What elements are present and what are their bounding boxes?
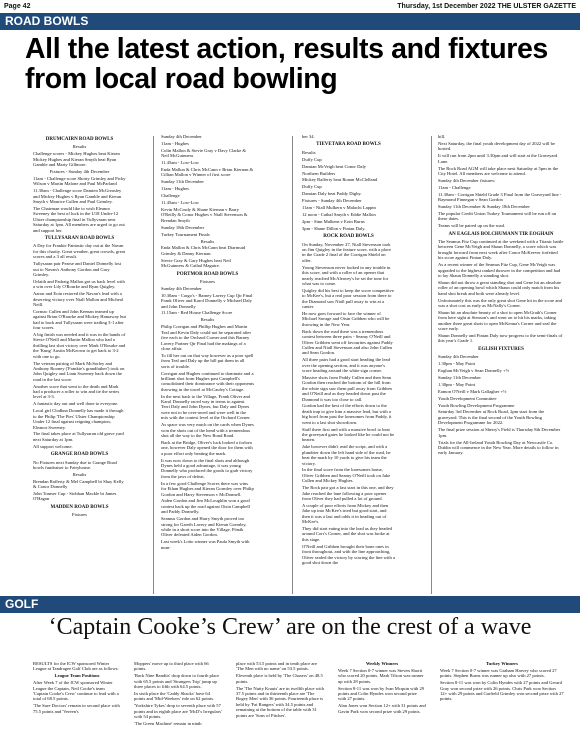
paragraph: To fill her out on that way however as a poor spell from Teal and Daly up the hill put them in all sorts of trouble.	[161, 352, 254, 369]
paragraph: Aaron and Eoin restored the Navan's lead with a deserving victory over Niall Mallon and Micheal Neill.	[33, 291, 124, 307]
column-rule	[431, 136, 432, 594]
paragraph: Unfortunately this was the only great shot Gene hit in the score and was a shot cost as early as McNally's Corner.	[438, 297, 562, 308]
paragraph: Challenge scores - Mickey Hughes beat Kieran Mickey Hughes and Kieran Smyth beat Ryan Gamble and Marty Gillmore.	[33, 151, 120, 168]
paragraph: 'Yorkshire Tykes' drop to seventh place with 57 points and in eighth place are 'McD's Irregulars' with 54 points.	[134, 703, 222, 720]
paragraph: After Week 7 of the ICW sponsored Winter League the Captain, Neil Cooke's team 'Captain Cooke's Crew' continue to lead with a total of 68.5 points.	[33, 680, 119, 702]
paragraph: The final takes place at Tullysaran old grave yard next Saturday at 1pm.	[33, 431, 124, 442]
paragraph: In the final score from the lonesomes home, Oliver Gribben and Seamy O'Neill took on Jake Cullen and Mickey Hughes.	[302, 467, 391, 484]
paragraph: Sunday 11th December	[438, 374, 481, 380]
paragraph: Fixtures - Sunday 4th December	[49, 169, 110, 175]
paragraph: Next Saturday, the final youth development day of 2022 will be hosted.	[438, 140, 555, 152]
paragraph: Last week's Lotto winner was Paula Smyth with num-	[161, 539, 250, 550]
paragraph: The Rock Road AGM will take place next Saturday at 5pm in the City Hotel. All members are welcome to attend.	[438, 165, 559, 176]
golf-columns	[0, 661, 580, 735]
paragraph: On Sunday, November 27, Niall Stevenson took on Jim Quigley in the feature score, with a place in the Grade 2 final of the Corrigan Shield on offer.	[302, 241, 392, 263]
paragraph: Back down the road there was a tremendous contest between three pairs - Seamy O'Neill and Oliver Gribben went off favourites against Paddy Cullen and Niall Stevenson and also John Cullen and Sean Gordon.	[302, 328, 393, 356]
paragraph: Damian McVeigh beat Conor Daly	[302, 163, 367, 169]
paragraph: ber 34.	[302, 134, 315, 139]
paragraph: Eoghan McVeigh v Sean Donnelly +½	[438, 368, 509, 374]
paragraph: Sunday 4th December	[438, 354, 479, 360]
paragraph: 'The Green Machine' remain in ninth	[134, 721, 202, 727]
paragraph: Massive shots from Paddy Cullen and then Sean Gordon then reached the bottom of the hill from the white sign saw them pull away from Gribben and O'Neill and as they headed down past the Diamond it was too close to call.	[302, 374, 392, 402]
golf-headline: ‘Captain Cooke’s Crew’ are on the crest of a wave	[48, 614, 532, 640]
paragraph: All three pairs had a good start heading the lead over the opening section, and it was anyone's score heading around the white sign corner.	[302, 357, 390, 374]
paragraph: In sixth place the 'Caddy Shacks' have 64 points and 'Mid-Weekers' ride on 62 points.	[134, 691, 215, 702]
paragraph: Fixtures - Sunday 4th December	[302, 198, 362, 204]
paragraph: They did start eating into the lead as they headed around Corr's Corner, and the shot was broke at this stage.	[302, 526, 392, 542]
paragraph: Sunday 18th December	[161, 224, 205, 230]
paragraph: Results	[200, 238, 215, 244]
column-rule	[292, 136, 293, 594]
paragraph: 11.15am - Red House Challenge Score	[161, 310, 233, 316]
section-heading: TIEVETARA ROAD BOWLS	[316, 142, 381, 148]
section-title-golf: GOLF	[5, 597, 39, 611]
paragraph: Damian Daly beat Paddy Digby.	[302, 191, 362, 197]
paragraph: Quigley did his best to keep the score competitive to McKee's, but a real poor session from there to the Diamond saw Niall pull away to win at a canter.	[302, 287, 394, 310]
paragraph: Duffy Cup	[302, 156, 322, 162]
paragraph: Sunday 11th December	[161, 179, 204, 185]
issue-date: Thursday, 1st December 2022 THE ULSTER GAZETTE	[397, 3, 576, 10]
paragraph: 11am - Challenge score Shorty Grimley and Picky Wilson v Martin Malone and Paul McParland	[33, 175, 126, 187]
paragraph: 11.45am - Low-Low	[161, 160, 199, 166]
paragraph: place with 53.5 points and in tenth place are 'The Men with no name' on 53.5 points.	[236, 661, 318, 672]
paragraph: He now goes forward to face the winner of Michael Savage and Oisin Gribben who will be throwing in the New Year.	[302, 310, 390, 327]
paragraph: Challenge	[161, 193, 180, 199]
paragraph: Results	[200, 317, 215, 323]
paragraph: Shaun hit an absolute beauty of a shot to open McGrath's Corner from here sight at Stenson's and went on to hit his marks, taking another three great shots to open McKenna's Corner and seal the score early.	[438, 309, 557, 332]
paragraph: Results	[72, 471, 87, 477]
paragraph: In a few good Challenge Scores there was wins for Ethan Hughes and Kieran Gormley over Philip Gordon and Harry Stevenson v McDonnell.	[161, 480, 254, 497]
paragraph: John Transer Cup - Siobhan Mackle bt James O'Hagan	[33, 491, 117, 502]
paragraph: A Day for Frankie Fantastic day out at the Navan for this charity. Great weather, great crowds, great scores and a 3 all result.	[33, 243, 126, 260]
paragraph: 11.45am - Low-Low	[161, 200, 199, 206]
article-column-4	[438, 134, 564, 597]
paragraph: Enda Mallon & Chris McCann beat Diarmuid Grimley & Danny Kiernan.	[161, 245, 246, 256]
paragraph: Orlaith and Padraig Mallon got us back level with a win over Lily O'Rourke and Ryan Quigley.	[33, 278, 125, 290]
headline: All the latest action, results and fixtures from local road bowling	[25, 33, 548, 95]
paragraph: The popular Credit Union Turkey Tournament will be run off on these dates.	[438, 210, 557, 222]
paragraph: It was now down to the final shots and although Dynes held a good advantage, it was young Donnelly who produced the goods to grab victory from the jaws of defeat.	[161, 457, 253, 479]
paragraph: Week 7 Section 0-7 winner was Steven Shortt who scored 20 points. Mark Tilson was runner up with 28 points.	[338, 667, 424, 684]
paragraph: Local girl Clodhna Donnelly has made it through to the Philip 'The Pies' Ulster Championship Under 12 final against reigning champion, Eleanor Sweeney.	[33, 408, 124, 430]
paragraph: A fantastic day out and well done to everyone.	[33, 401, 119, 407]
paragraph: 12 noon - Cathal Smyth v Eddie Mallon	[302, 211, 376, 217]
paragraph: Tullysaran pair Pearse and Daniel Donnelly lost out to Navan's Anthony Gordon and Gary Grimley.	[33, 261, 122, 277]
golf-column-5	[440, 661, 564, 735]
section-heading: ROCK ROAD BOWLS	[323, 234, 374, 240]
paragraph: A couple of poor efforts from Mickey and then Jake up into McKee's tried but good start, and then it was a last and odds it in heading out of McKee's.	[302, 502, 389, 525]
paragraph: In the next back to the Village, Frank Oliver and Karol Donnelly raced way in terms to against Terri Daly and John Dynes, but Daly and Dynes were not to be over-awed and were well in the mix with the contest level at the Orchard Corner.	[161, 393, 251, 421]
article-column-2	[161, 134, 254, 597]
paragraph: 11am - Hughes	[161, 140, 189, 146]
column-rule	[153, 136, 154, 594]
paragraph: Aiden Gordon and Jim McLoughlin won a good contest back up the road against Oisin Campbell and Paddy Donnelly.	[161, 498, 250, 515]
paragraph: Sunday 4th December fixtures:	[438, 177, 496, 183]
paragraph: 11am - Niall Mulkern v Malachi Lappin	[302, 205, 376, 211]
paragraph: 11.30am - Corrigan Shield Grade 3 Final from the Graveyard line - Raymond Finnegan v Sean Gordon	[438, 191, 562, 203]
paragraph: Enda Mallon & Chris McCann v Brian Kiernan & Cillian Mallon v Winner of first score	[161, 167, 254, 178]
paragraph: Jake however didn't read the script, and with a plundrier down the left hand side of the road, he beat the mark by 10 yards to give his team the victory.	[302, 444, 391, 466]
paragraph: Section 8-11 was won by Colin Hyndes with 27 points and Gerard Gray won second prize with 26 points. Chris Park won Section 12+ with 29 points and Garfield Grimley won second prize with 27 points.	[440, 680, 564, 702]
paragraph: Brendan Rafferty & Mel Campbell bt Shay Kelly & Conor Donnelly	[33, 478, 124, 490]
paragraph: Seamus Gordon and Harry Smyth proved too strong for Gareth Lavery and Kieran Gormley, while in a short score into the Village, Pónák Oliver defeated Aiden Gordon.	[161, 516, 247, 538]
paragraph: As space was very much on the cards when Dynes won the shots out of the bend with a tremendous shot all the way to the New Bond Road.	[161, 422, 254, 438]
paragraph: No Fixtures next Sunday due to Grange Road bowls fundraiser to Fairyhouse.	[33, 459, 117, 470]
paragraph: hill.	[438, 134, 446, 139]
paragraph: The final prize session at Sherry's Field is Thursday 8th December 1pm.	[438, 427, 561, 438]
paragraph: Gordon had the best of the efforts down to the death trap to give him a massive lead, but with a big bowl from past the lonesomes from Paddy, it went to a last shot showdown.	[302, 403, 392, 425]
paragraph: 3pm - Shane Dillon v Fintan Daly.	[302, 225, 366, 231]
article-column-1	[33, 134, 126, 597]
paragraph: Results	[72, 144, 87, 150]
paragraph: Section 8-11 was won by Ivan Mcquin with 29 points and Colin Hyndes won second prize with 27 points.	[338, 685, 425, 702]
paragraph: Results	[302, 149, 316, 155]
paragraph: Fixtures	[199, 278, 216, 284]
section-bar-golf	[0, 596, 580, 613]
paragraph: As a recent winner of the Seamus Fitz Cup, Gene McVeigh was upgraded to the highest ranked thrower in the competition and had to lay Shaun Donnelly a standing shot.	[438, 262, 561, 278]
paragraph: Eamon O'Neill v Mark Gallagher +½	[438, 388, 507, 394]
section-heading: League Team Positions	[54, 673, 100, 679]
section-heading: GRANGE ROAD BOWLS	[50, 452, 109, 458]
paragraph: RESULTS for the ICW sponsored Winter League at Tandragee Golf Club are as follows:	[33, 661, 119, 672]
section-heading: EGLISH FIXTURES	[478, 346, 524, 352]
paragraph: The veteran pairing of Mark McSorley and Anthony Rooney ('Frankie's grandfather') took on John Quigley and Liam Sweeney back down the road in the last score.	[33, 360, 125, 382]
paragraph: 2pm - Sinn Mulkern v Eoin Burns	[302, 218, 365, 224]
paragraph: The 'The Nutty Krauts' are in twelfth place with 37.5 points and in thirteenth place are 'The Bogey Men' with 36 points. Fourteenth place is held by 'Fat Rangers' with 34.5 points and remaining at the bottom of the table with 31 points are 'Sons of Pitches'.	[236, 685, 324, 718]
paragraph: All support welcome.	[33, 443, 73, 449]
paragraph: 11am - Hughes	[161, 186, 189, 192]
paragraph: 1.30pm - May Point	[438, 381, 476, 387]
paragraph: Kevin McCrudy & Shane Kiernan v Barry O'Reilly & Conor Hughes v Niall Stevenson & Brendan Smyth	[161, 206, 248, 223]
article-column-3	[302, 134, 395, 597]
paragraph: Saturday 3rd December at Rock Road, 2pm start from the graveyard. This is the final second of the Youth Bowling Development Programme for 2022.	[438, 409, 545, 426]
paragraph: Youth Bowling Development Programme	[438, 402, 515, 408]
paragraph: Philip Corrigan and Phillip Hughes and Martin Teal and Kevin Daly could not be separated after five each to the Orchard Corner and this Barney Lavery Partner Qtr Final had the makings of a close affair.	[161, 324, 251, 351]
paragraph: A big finish was needed and it was in the hands of Stevie O'Neill and Martin Mallon who had a thrilling last shot victory over Mark O'Rourke and the 'Kung' Austin McKeown to get back to 3-2 with one to go.	[33, 332, 126, 359]
golf-column-4	[338, 661, 426, 735]
paragraph: 'The Sure Doctors' remain in second place with 75.5 points and 'Vereen's	[33, 703, 120, 714]
golf-column-2	[134, 661, 222, 735]
section-title-road-bowls: ROAD BOWLS	[5, 14, 89, 28]
paragraph: Teams will be paired up on the road.	[438, 223, 506, 229]
paragraph: The Chairman would like to wish Eleanor Sweeney the best of luck in the U18 Under-12 Ulster championship final in Tullyvaran next Saturday at 1pm. All members are urged to go out and support her.	[33, 205, 125, 233]
paragraph: The Rock pair got a fast start in this one, and they Jake reached the lane following a poor opener from Oliver they had pulled a lot of ground.	[302, 485, 394, 501]
paragraph: Trials for the All-Ireland Youth Bowling Day at Newcastle Co. Dublin will commence in the New Year. More details to follow in early January.	[438, 439, 559, 456]
paragraph: Mickey Rafferty beat Ronan McClelland	[302, 177, 378, 183]
masthead	[0, 0, 580, 13]
article-columns	[0, 134, 580, 597]
page-number: Page 42	[4, 3, 31, 10]
paragraph: Northern Builders	[302, 170, 336, 176]
paragraph: Staff there first and with a massive bowl to beat the graveyard gates he looked like he could not be beaten.	[302, 426, 395, 443]
paragraph: 11.30am - Challenge score Damien McGreasley and Mickey Hughes v Ryan Gamble and Kieran Smyth v Maurice Cullen and Paul Grimley.	[33, 188, 122, 205]
paragraph: Eleventh place is held by 'The Chasers' on 48.5 points.	[236, 673, 323, 684]
golf-column-1	[33, 661, 121, 735]
section-bar-road-bowls	[0, 13, 580, 30]
paragraph: Duffy Cup	[302, 184, 322, 190]
section-heading: TULLYSARAN ROAD BOWLS	[44, 236, 115, 241]
paragraph: 'Back Nine Bandits' drop down to fourth place with 65.5 points and 'Strangers Trip' jump up three places to fifth with 64.5 points.	[134, 673, 220, 690]
paragraph: Fixtures	[71, 512, 88, 518]
section-heading: Turkey Winners	[486, 661, 518, 666]
paragraph: Sunday 4th December	[161, 285, 202, 291]
section-heading: AN EAGLAIS BOLCHUMANN TIR EOGHAIN	[448, 231, 554, 237]
paragraph: Sunday 4th December	[161, 134, 202, 139]
paragraph: Young Stevenson never looked in any trouble in this score, and with a roller of an opener that nearly reached McAleavey's he set the tone for what was to come.	[302, 264, 391, 286]
golf-column-3	[236, 661, 324, 735]
paragraph: Week 7 Section 0-7 winner was Graham Harvey who scored 27 points. Stephen Burns was runner up also with 27 points.	[440, 667, 557, 679]
paragraph: Moppers' move up to third place with 66 points.	[134, 661, 209, 672]
paragraph: 1.30pm - May Point	[438, 361, 476, 367]
section-heading: Weekly Winners	[365, 661, 399, 666]
paragraph: 11am - Challenge	[438, 184, 471, 190]
paragraph: Cormac Cullen and John Keenan teamed up against Brian O'Rourke and Mickey Hamaway but had to back and Tullysaran were trailing 3-1 after four scores.	[33, 308, 126, 331]
section-heading: MADDEN ROAD BOWLS	[50, 504, 109, 510]
paragraph: It will run from 2pm until 3.30pm and will start at the Graveyard Lane.	[438, 153, 558, 164]
section-heading: PORTMOR ROAD BOWLS	[176, 271, 239, 277]
paragraph: Youth Development Committee	[438, 395, 497, 401]
section-heading: DRUMCAIRN ROAD BOWLS	[45, 137, 114, 142]
paragraph: Shaun did not throw a great standing shot and Gene hit an absolute roller of an opening bowl which Shaun could only match from his hand shot break and both were already level.	[438, 279, 561, 296]
paragraph: 10.30am - Cargo's - Barney Lavery Cup Qtr Final Frank Oliver and Karol Donnelly v Michael Daly and John Donnelly	[161, 292, 253, 309]
paragraph: Sunday 11th December & Sunday 18th December	[438, 203, 530, 209]
paragraph: Corrigan and Hughes continued to dominate and a brilliant shot from Hughes past Campbell's consolidated their dominance with their opponents throwing in the towel at McCauley's Cottage.	[161, 370, 254, 392]
paragraph: Shaun Donnelly and Fintan Daly now progress to the semi-finals of this year's Grade 1.	[438, 333, 563, 344]
paragraph: Stevie Gray & Gary Hughes beat Neil McGuinness & Cathal Maguire.	[161, 257, 231, 269]
paragraph: The Seamus Fitz Cup continued at the weekend with a Titanic battle between Gene McVeigh and Shaun Donnelly, a score which was brought forward from next week after Conor McKeever forfeited his score against Fintan Daly.	[438, 239, 564, 261]
paragraph: Turkey Tournament Finals	[161, 231, 210, 237]
paragraph: Another score that went to the death and Mark had a producer a roller to win and tie the series level at 3-3.	[33, 383, 120, 400]
paragraph: Alan Jones won Section 12+ with 31 points and Gavin Park won second prize with 29 points.	[338, 703, 426, 714]
paragraph: O'Neill and Gribben brought their bone ones in front throughout, and with the line approaching, Oliver sealed the victory by scoring the line with a good shot down the	[302, 543, 395, 565]
paragraph: Back at the Bridge, Oliver's luck looked a forlorn one, however Daly opened the door for them with a poor effort only beating the mark.	[161, 439, 253, 456]
paragraph: Colin Mallon & Stevie Gray v Davy Clarke & Neil McGuinness	[161, 147, 246, 159]
